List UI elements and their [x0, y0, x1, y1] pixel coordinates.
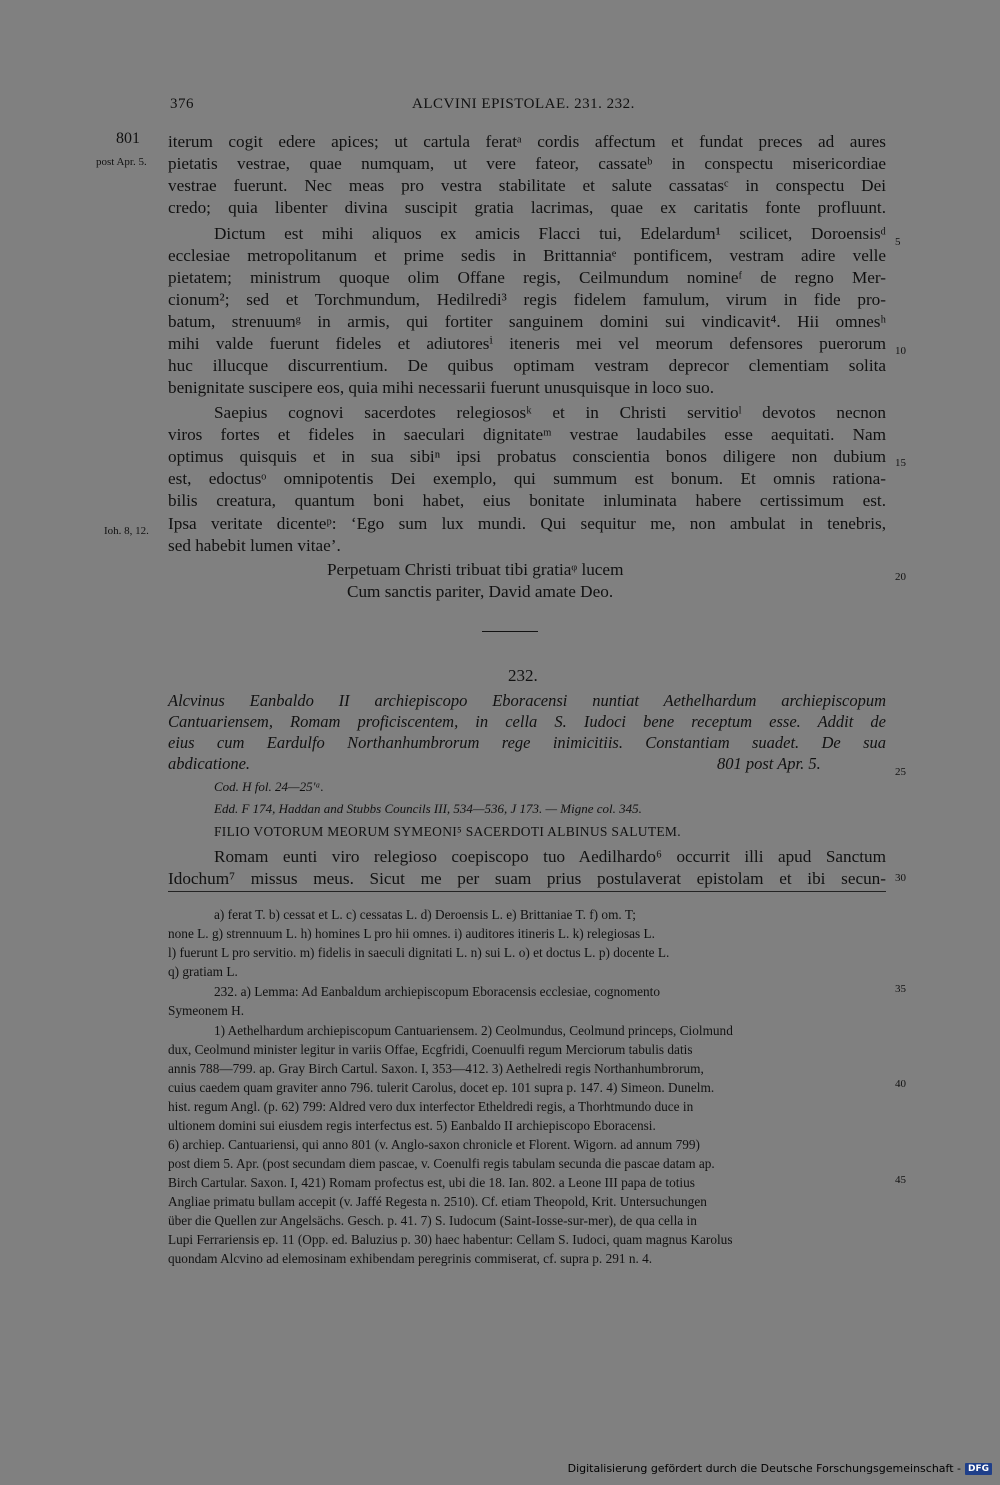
body-line: batum, strenuumᵍ in armis, qui fortiter sanguinem domini sui vindicavit⁴. Hii omnesʰ	[168, 312, 886, 331]
body-line: credo; quia libenter divina suscipit gratia lacrimas, quae ex caritatis fonte profluunt.	[168, 198, 886, 217]
body-line: sed habebit lumen vitae’.	[168, 536, 341, 555]
line-number: 15	[895, 457, 906, 469]
apparatus-line: 232. a) Lemma: Ad Eanbaldum archiepiscopum Eboracensis ecclesiae, cognomento	[214, 984, 661, 999]
running-title: ALCVINI EPISTOLAE. 231. 232.	[412, 96, 635, 112]
section-divider	[482, 631, 538, 632]
body-line: cionum²; sed et Torchmundum, Hedilredi³ regis fidelem famulum, virum in fide pro-	[168, 290, 886, 309]
body-line: benignitate suscipere eos, quia mihi necessarii fuerunt unusquisque in loco suo.	[168, 378, 715, 397]
line-number: 45	[895, 1174, 906, 1186]
editions-line: Edd. F 174, Haddan and Stubbs Councils III, 534—536, J 173. — Migne col. 345.	[214, 801, 642, 816]
line-number: 10	[895, 345, 906, 357]
salutation: FILIO VOTORUM MEORUM SYMEONI⁵ SACERDOTI ALBINUS SALUTEM.	[214, 824, 681, 839]
argument-line: Cantuariensem, Romam proficiscentem, in cella S. Iudoci bene receptum esse. Addit de	[168, 712, 886, 731]
line-number: 35	[895, 983, 906, 995]
apparatus-line: none L. g) strennuum L. h) homines L pro hii omnes. i) auditores itineris L. k) relegiosas L.	[168, 926, 655, 941]
note-line: 6) archiep. Cantuariensi, qui anno 801 (v. Anglo-saxon chronicle et Florent. Wigorn. ad annum 799)	[168, 1137, 700, 1152]
argument-line: Alcvinus Eanbaldo II archiepiscopo Eboracensi nuntiat Aethelhardum archiepiscopum	[168, 691, 886, 710]
verse-line: Cum sanctis pariter, David amate Deo.	[347, 582, 614, 601]
body-line: vestrae fuerunt. Nec meas pro vestra stabilitate et salute cassatasᶜ in conspectu Dei	[168, 176, 886, 195]
note-line: cuius caedem quam graviter anno 796. tulerit Carolus, docet ep. 101 supra p. 147. 4) Simeon. Dunelm.	[168, 1080, 715, 1095]
note-line: post diem 5. Apr. (post secundam diem pascae, v. Coenulfi regis tabulam secunda die pascae datam ap.	[168, 1156, 715, 1171]
apparatus-line: Symeonem H.	[168, 1003, 245, 1018]
body-line: Idochum⁷ missus meus. Sicut me per suam prius postulaverat epistolam et ibi secun-	[168, 869, 886, 888]
footnote-rule	[168, 891, 886, 892]
page-number: 376	[170, 96, 194, 112]
credit-text: Digitalisierung gefördert durch die Deutsche Forschungsgemeinschaft -	[567, 1462, 961, 1475]
letter-number: 232.	[508, 666, 538, 685]
body-line: mihi valde fuerunt fideles et adiutoresⁱ iteneris mei vel meorum defensores puerorum	[168, 334, 886, 353]
body-line: iterum cogit edere apices; ut cartula feratᵃ cordis affectum et fundat preces ad aures	[168, 132, 886, 151]
dfg-logo-icon: DFG	[965, 1463, 992, 1475]
body-line: Dictum est mihi aliquos ex amicis Flacci tui, Edelardum¹ scilicet, Doroensisᵈ	[214, 224, 886, 243]
apparatus-line: a) ferat T. b) cessat et L. c) cessatas L. d) Deroensis L. e) Brittaniae T. f) om. T;	[214, 907, 636, 922]
note-line: Lupi Ferrariensis ep. 11 (Opp. ed. Baluzius p. 30) haec habentur: Cellam S. Iudoci, quam magnus Karolus	[168, 1232, 733, 1247]
body-line: ecclesiae metropolitanum et prime sedis in Brittanniaᵉ pontificem, vestram adire velle	[168, 246, 886, 265]
body-line: est, edoctusᵒ omnipotentis Dei exemplo, qui summum est bonum. Et omnis rationa-	[168, 469, 886, 488]
body-line: viros fortes et fideles in saeculari dignitateᵐ vestrae laudabiles esse aequitati. Nam	[168, 425, 886, 444]
note-line: ultionem domini sui eiusdem regis interfectus est. 5) Eanbaldo II archiepiscopo Eboracensi.	[168, 1118, 656, 1133]
line-number: 30	[895, 872, 906, 884]
verse-line: Perpetuam Christi tribuat tibi gratiaᵠ lucem	[327, 560, 624, 579]
body-line: Saepius cognovi sacerdotes relegiososᵏ et in Christi servitioˡ devotos necnon	[214, 403, 886, 422]
body-line: Romam eunti viro relegioso coepiscopo tuo Aedilhardo⁶ occurrit illi apud Sanctum	[214, 847, 886, 866]
line-number: 40	[895, 1078, 906, 1090]
line-number: 5	[895, 236, 901, 248]
note-line: über die Quellen zur Angelsächs. Gesch. p. 41. 7) S. Iudocum (Saint-Iosse-sur-mer), de qua cella in	[168, 1213, 697, 1228]
apparatus-line: q) gratiam L.	[168, 964, 238, 979]
argument-line: abdicatione.	[168, 754, 251, 773]
body-line: bilis creatura, quantum boni habet, eius bonitate inluminata habere certissimum est.	[168, 491, 886, 510]
argument-date: 801 post Apr. 5.	[717, 754, 821, 773]
note-line: annis 788—799. ap. Gray Birch Cartul. Saxon. I, 353—412. 3) Aethelredi regis Northanhumbrorum,	[168, 1061, 704, 1076]
line-number: 25	[895, 766, 906, 778]
body-line: pietatem; ministrum quoque olim Offane regis, Ceilmundum nomineᶠ de regno Mer-	[168, 268, 886, 287]
body-line: optimus quisquis et in sua sibiⁿ ipsi probatus conscientia bonos diligere non dubium	[168, 447, 886, 466]
body-line: Ipsa veritate dicenteᵖ: ‘Ego sum lux mundi. Qui sequitur me, non ambulat in tenebris,	[168, 514, 886, 533]
margin-year: 801	[116, 130, 140, 147]
apparatus-line: l) fuerunt L pro servitio. m) fidelis in saeculi dignitati L. n) sui L. o) et doctus L. p) docente L.	[168, 945, 670, 960]
note-line: dux, Ceolmund minister legitur in variis Offae, Ecgfridi, Coenuulfi regum Merciorum tabulis datis	[168, 1042, 693, 1057]
note-line: 1) Aethelhardum archiepiscopum Cantuariensem. 2) Ceolmundus, Ceolmund princeps, Ciolmund	[214, 1023, 733, 1038]
margin-bible-ref: Ioh. 8, 12.	[104, 525, 149, 537]
note-line: Birch Cartular. Saxon. I, 421) Romam profectus est, ubi die 18. Ian. 802. a Leone III papa de totius	[168, 1175, 695, 1190]
note-line: hist. regum Angl. (p. 62) 799: Aldred vero dux interfector Etheldredi regis, a Thorhtmundo duce in	[168, 1099, 694, 1114]
margin-date: post Apr. 5.	[96, 156, 147, 168]
body-line: pietatis vestrae, quae numquam, ut vere fateor, cassateᵇ in conspectu misericordiae	[168, 154, 886, 173]
digitization-credit	[568, 1462, 992, 1475]
body-line: huc illucque discurrentium. De quibus optimam vestram deprecor clementiam solita	[168, 356, 886, 375]
note-line: quondam Alcvino ad elemosinam exhibendam peregrinis commiserat, cf. supra p. 291 n. 4.	[168, 1251, 653, 1266]
codex-line: Cod. H fol. 24—25'ᵃ.	[214, 779, 324, 794]
argument-line: eius cum Eardulfo Northanhumbrorum rege inimicitiis. Constantiam suadet. De sua	[168, 733, 886, 752]
line-number: 20	[895, 571, 906, 583]
note-line: Angliae primatu bullam accepit (v. Jaffé Regesta n. 2510). Cf. etiam Theopold, Krit. Untersuchungen	[168, 1194, 707, 1209]
